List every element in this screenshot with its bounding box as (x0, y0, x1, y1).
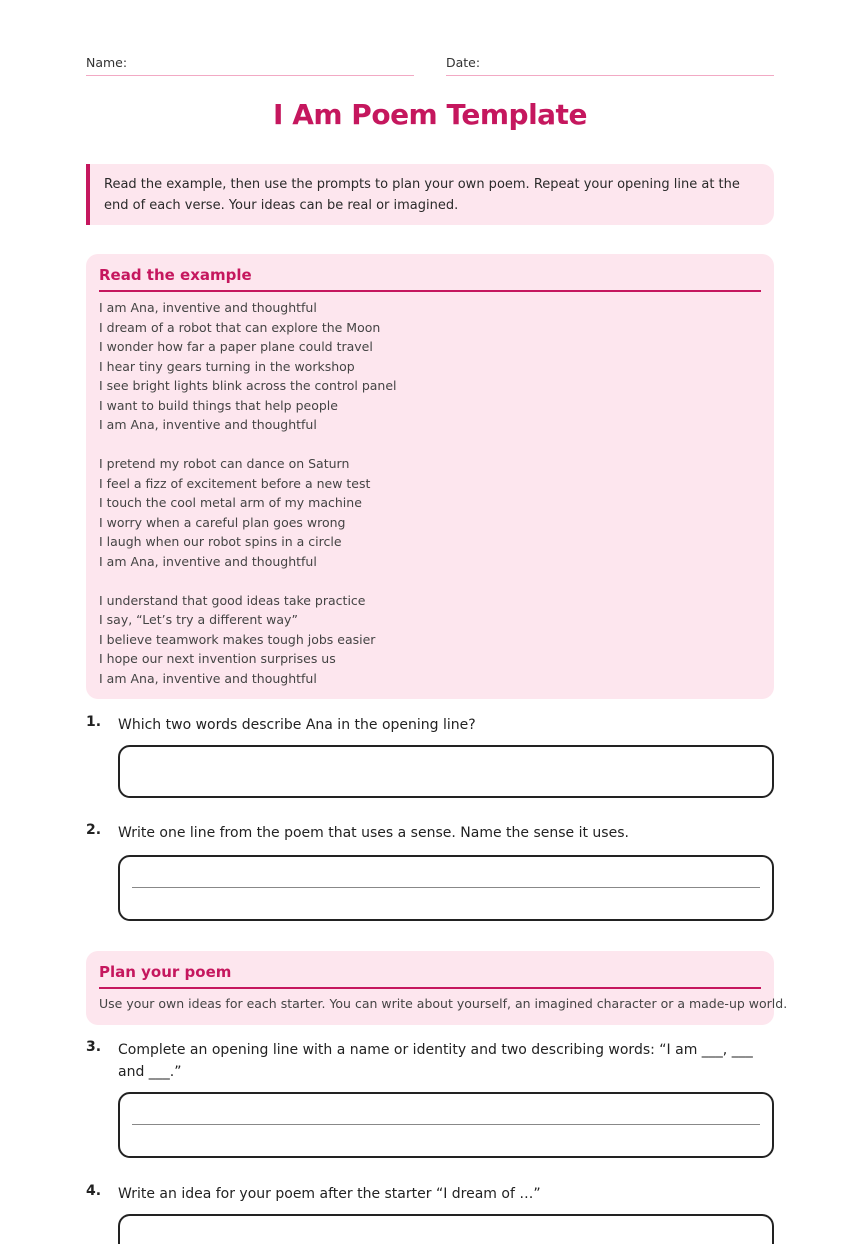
poem-line: I pretend my robot can dance on Saturn (99, 456, 350, 471)
question-number: 3. (86, 1039, 102, 1055)
question-text: Complete an opening line with a name or identity and two describing words: “I am ___, ___ and ___.” (118, 1042, 753, 1080)
poem-line: I feel a fizz of excitement before a new test (99, 475, 371, 491)
poem-line: I hear tiny gears turning in the workshop (99, 358, 355, 374)
stanza-gap (99, 571, 761, 591)
header-fields (86, 54, 774, 76)
poem-line: I say, “Let’s try a different way” (99, 612, 298, 627)
poem-line: I worry when a careful plan goes wrong (99, 514, 346, 530)
poem-line: I dream of a robot that can explore the Moon (99, 319, 381, 335)
poem-line: I am Ana, inventive and thoughtful (99, 417, 317, 432)
question-text: Which two words describe Ana in the opening line? (118, 717, 476, 733)
answer-box-3[interactable] (118, 1092, 774, 1158)
name-field[interactable] (86, 54, 414, 76)
example-poem (99, 298, 761, 688)
poem-line: I wonder how far a paper plane could travel (99, 339, 373, 354)
name-label: Name: (86, 55, 128, 70)
writing-line (132, 887, 760, 888)
answer-box-4[interactable] (118, 1214, 774, 1244)
poem-line: I am Ana, inventive and thoughtful (99, 300, 317, 315)
poem-line: I am Ana, inventive and thoughtful (99, 553, 317, 569)
date-field[interactable] (446, 54, 774, 76)
plan-instructions: Use your own ideas for each starter. You can write about yourself, an imagined character or a made-up world. (99, 996, 788, 1011)
poem-line: I want to build things that help people (99, 397, 338, 413)
stanza-gap (99, 435, 761, 455)
date-label: Date: (446, 55, 481, 70)
poem-line: I laugh when our robot spins in a circle (99, 534, 342, 549)
poem-line: I am Ana, inventive and thoughtful (99, 670, 317, 686)
plan-heading: Plan your poem (99, 963, 761, 989)
example-heading: Read the example (99, 266, 761, 292)
poem-line: I believe teamwork makes tough jobs easier (99, 631, 376, 647)
example-poem-box (86, 254, 774, 699)
question-number: 1. (86, 714, 102, 730)
poem-line: I touch the cool metal arm of my machine (99, 495, 362, 510)
instructions-callout: Read the example, then use the prompts to plan your own poem. Repeat your opening line at the end of each verse. Your ideas can be real or imagined. (86, 164, 774, 225)
poem-line: I hope our next invention surprises us (99, 651, 336, 666)
plan-poem-box (86, 951, 788, 1025)
answer-box-2[interactable] (118, 855, 774, 921)
question-text: Write an idea for your poem after the starter “I dream of …” (118, 1186, 541, 1202)
question-number: 2. (86, 822, 102, 838)
answer-box-1[interactable] (118, 745, 774, 798)
poem-line: I see bright lights blink across the control panel (99, 378, 397, 393)
question-text: Write one line from the poem that uses a sense. Name the sense it uses. (118, 825, 629, 841)
page-title: I Am Poem Template (273, 98, 587, 131)
poem-line: I understand that good ideas take practice (99, 592, 366, 608)
question-number: 4. (86, 1183, 102, 1199)
writing-line (132, 1124, 760, 1125)
